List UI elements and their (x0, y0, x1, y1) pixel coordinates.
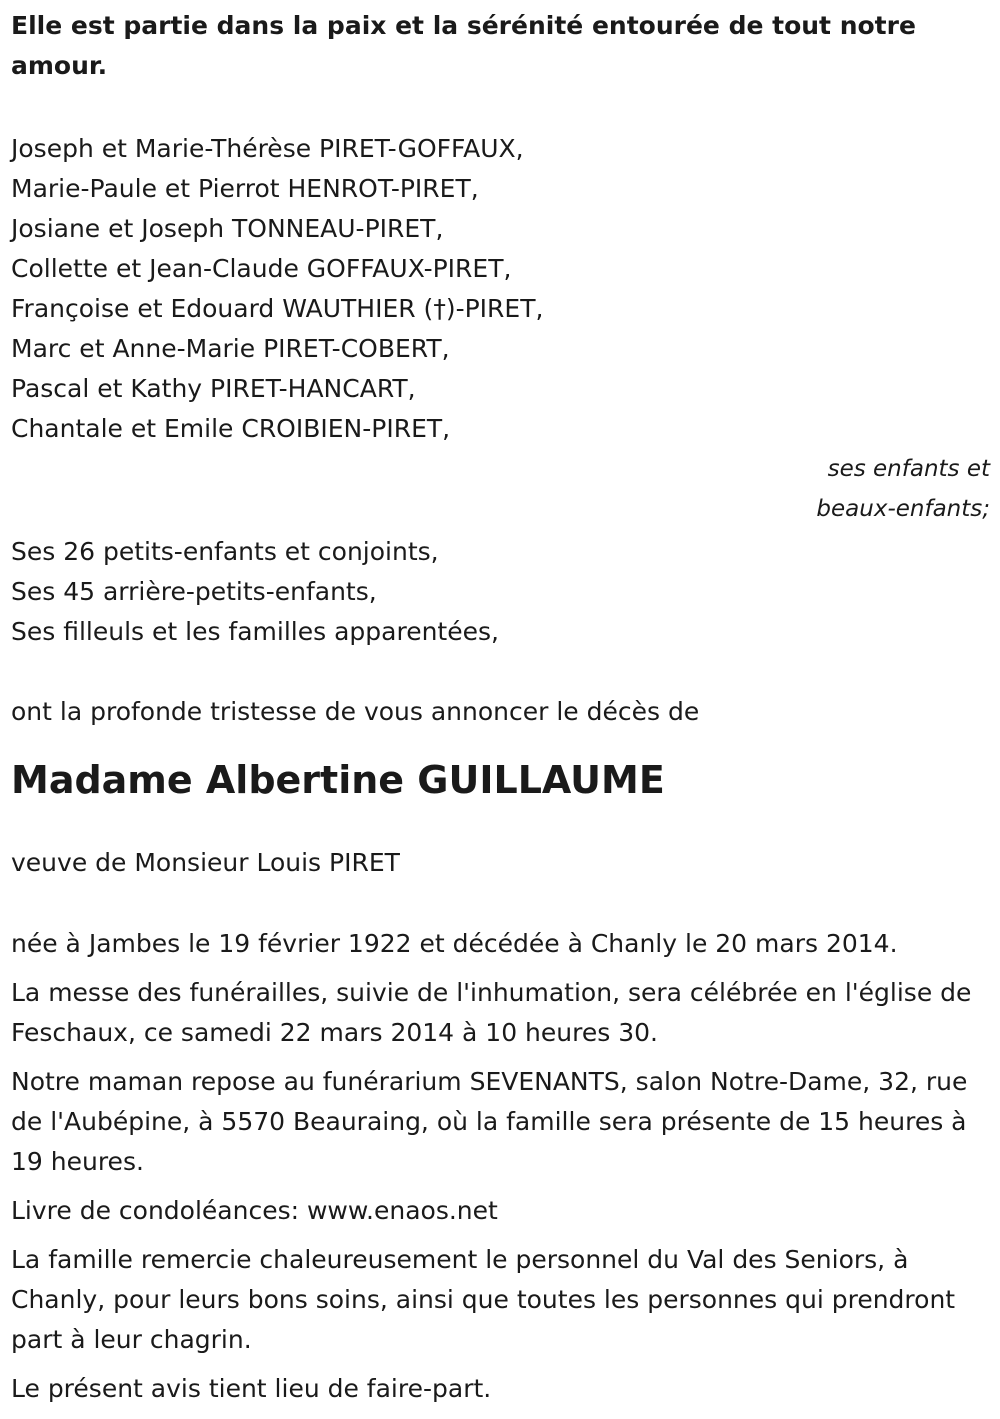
condolences-text: Livre de condoléances: www.enaos.net (11, 1196, 498, 1225)
thanks-text: La famille remercie chaleureusement le personnel du Val des Seniors, à Chanly, pour leurs bons soins, ainsi que toutes les personnes qui prendront part à leur chagrin. (11, 1245, 956, 1354)
children-role-caption (11, 449, 991, 529)
list-item: Joseph et Marie-Thérèse PIRET-GOFFAUX, (11, 134, 524, 163)
deceased-name: Madame Albertine GUILLAUME (11, 758, 665, 802)
list-item: Josiane et Joseph TONNEAU-PIRET, (11, 214, 444, 243)
widow-of-text: veuve de Monsieur Louis PIRET (11, 848, 400, 877)
obituary-notice (11, 0, 991, 1409)
list-item: Collette et Jean-Claude GOFFAUX-PIRET, (11, 254, 512, 283)
funeral-mass-text: La messe des funérailles, suivie de l'inhumation, sera célébrée en l'église de Feschaux, ce samedi 22 mars 2014 à 10 heures 30. (11, 978, 972, 1047)
children-list (11, 129, 991, 449)
notice-text: Le présent avis tient lieu de faire-part. (11, 1374, 492, 1403)
list-item: Ses 26 petits-enfants et conjoints, (11, 537, 439, 566)
children-role-line: beaux-enfants; (816, 496, 990, 522)
announcement-text: ont la profonde tristesse de vous annoncer le décès de (11, 697, 700, 726)
intro-text: Elle est partie dans la paix et la sérénité entourée de tout notre amour. (11, 11, 916, 80)
list-item: Marc et Anne-Marie PIRET-COBERT, (11, 334, 450, 363)
relatives-list (11, 532, 991, 652)
children-role-line: ses enfants et (827, 456, 990, 482)
list-item: Françoise et Edouard WAUTHIER (†)-PIRET, (11, 294, 544, 323)
list-item: Pascal et Kathy PIRET-HANCART, (11, 374, 416, 403)
list-item: Ses filleuls et les familles apparentées, (11, 617, 499, 646)
list-item: Ses 45 arrière-petits-enfants, (11, 577, 377, 606)
funeral-home-text: Notre maman repose au funérarium SEVENANTS, salon Notre-Dame, 32, rue de l'Aubépine, à 5570 Beauraing, où la famille sera présente de 15 heures à 19 heures. (11, 1067, 968, 1176)
list-item: Chantale et Emile CROIBIEN-PIRET, (11, 414, 451, 443)
birth-death-text: née à Jambes le 19 février 1922 et décédée à Chanly le 20 mars 2014. (11, 929, 898, 958)
list-item: Marie-Paule et Pierrot HENROT-PIRET, (11, 174, 479, 203)
